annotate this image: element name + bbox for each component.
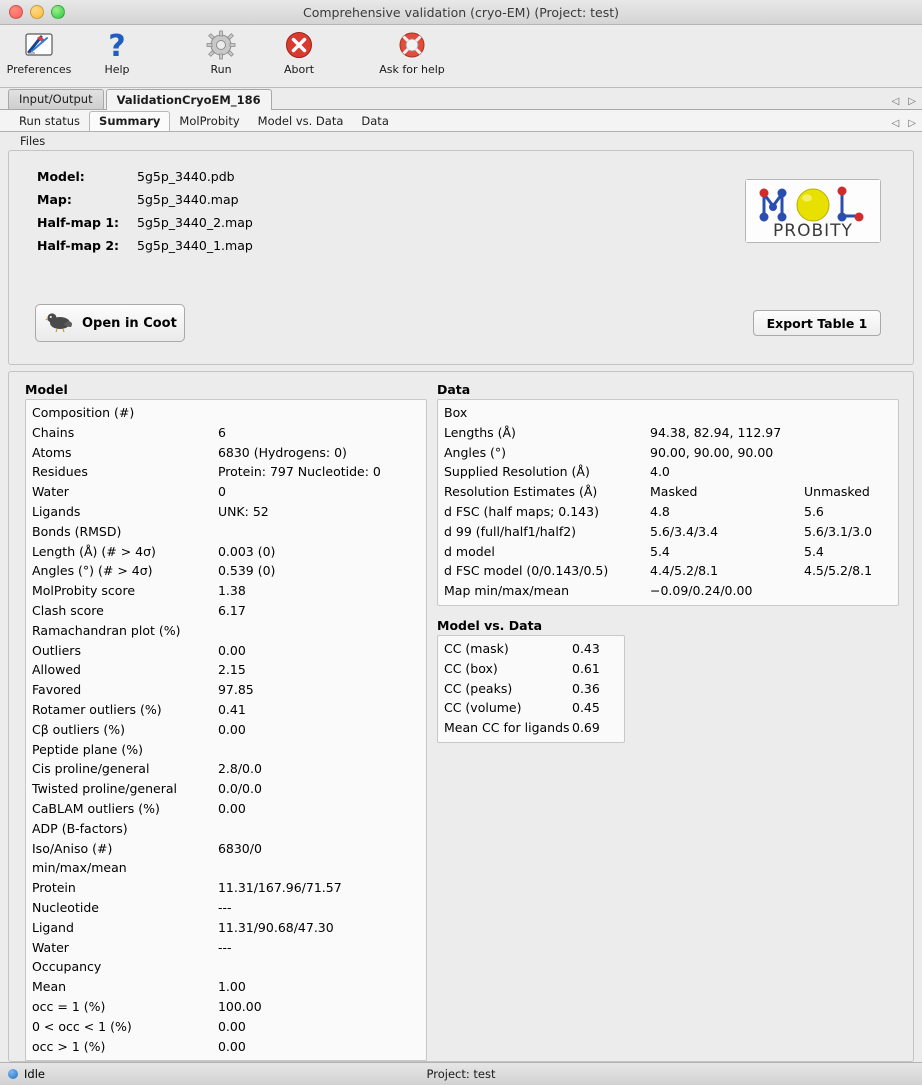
model-stat-value: 6 xyxy=(217,424,226,440)
data-stat-value-unmasked xyxy=(804,403,894,423)
abort-stop-icon xyxy=(283,28,315,62)
toolbar-button-run[interactable] xyxy=(182,28,260,76)
subtab-data[interactable]: Data xyxy=(361,114,389,128)
coot-bird-icon xyxy=(45,310,75,336)
model-stat-key: Peptide plane (%) xyxy=(32,741,143,757)
model-stat-key: Composition (#) xyxy=(32,405,135,420)
model-stat-key: Twisted proline/general xyxy=(32,781,178,797)
model-stat-key: Favored xyxy=(32,682,82,698)
toolbar xyxy=(0,25,922,88)
data-stats-box xyxy=(437,399,899,606)
data-column-header-unmasked: Unmasked xyxy=(804,484,870,500)
model-stat-key: Ramachandran plot (%) xyxy=(32,622,181,638)
model-stat-row xyxy=(32,740,422,760)
model-stat-key: occ = 1 (%) xyxy=(32,998,106,1014)
status-state-label: Idle xyxy=(24,1067,45,1082)
data-stat-row xyxy=(444,502,894,522)
toolbar-label-abort: Abort xyxy=(283,63,315,76)
model-vs-data-key: Mean CC for ligands xyxy=(444,720,570,736)
data-stat-row xyxy=(444,462,894,482)
export-table-1-button[interactable] xyxy=(753,310,881,336)
model-stat-row xyxy=(32,720,422,740)
close-window-button[interactable] xyxy=(9,5,23,19)
model-stat-value: Protein: 797 Nucleotide: 0 xyxy=(217,464,381,480)
model-stat-key: Allowed xyxy=(32,662,81,678)
data-column xyxy=(427,382,913,1061)
model-stat-key: ADP (B-factors) xyxy=(32,820,128,836)
file-value-halfmap-1: 5g5p_3440_2.map xyxy=(137,215,253,230)
model-stat-key: Nucleotide xyxy=(32,899,99,915)
model-stat-row xyxy=(32,542,422,562)
model-vs-data-value: 0.69 xyxy=(572,720,600,736)
model-stat-row xyxy=(32,938,422,958)
model-stat-value: 6830 (Hydrogens: 0) xyxy=(217,444,347,460)
data-stat-key: Lengths (Å) xyxy=(444,424,516,440)
model-stat-key: Protein xyxy=(32,880,76,896)
data-stat-row xyxy=(444,561,894,581)
status-indicator-icon xyxy=(8,1069,18,1079)
model-stat-value xyxy=(218,957,422,977)
model-stat-row xyxy=(32,522,422,542)
model-stat-key: occ > 1 (%) xyxy=(32,1038,106,1054)
window-controls[interactable] xyxy=(9,5,65,19)
data-stat-value: 94.38, 82.94, 112.97 xyxy=(650,424,782,440)
model-stat-row xyxy=(32,482,422,502)
subtab-summary[interactable]: Summary xyxy=(89,111,170,131)
data-stat-value-masked: 4.4/5.2/8.1 xyxy=(650,563,719,579)
model-stat-key: Bonds (RMSD) xyxy=(32,523,122,539)
model-stat-key: Cis proline/general xyxy=(32,761,150,777)
model-stat-value: 0.00 xyxy=(217,800,246,816)
model-stat-key: Mean xyxy=(32,979,67,995)
model-stat-key: MolProbity score xyxy=(32,583,136,599)
main-tab-strip xyxy=(0,88,922,110)
model-stat-key: Atoms xyxy=(32,444,72,460)
model-vs-data-row xyxy=(444,718,620,738)
model-stat-row xyxy=(32,759,422,779)
model-stat-value: 0.00 xyxy=(217,721,246,737)
model-stat-row xyxy=(32,601,422,621)
model-vs-data-value: 0.43 xyxy=(572,640,600,656)
model-stat-row xyxy=(32,423,422,443)
sub-tab-scroll-arrows[interactable] xyxy=(892,118,916,129)
model-stat-row xyxy=(32,997,422,1017)
model-stat-key: Cβ outliers (%) xyxy=(32,721,126,737)
data-stat-key: d 99 (full/half1/half2) xyxy=(444,523,577,539)
subtab-scroll-right-icon[interactable]: ▷ xyxy=(908,118,916,129)
data-stat-value-unmasked: 5.4 xyxy=(804,543,824,559)
model-stat-row xyxy=(32,918,422,938)
model-vs-data-row xyxy=(444,679,620,699)
model-vs-data-key: CC (peaks) xyxy=(444,680,513,696)
model-stat-value xyxy=(218,522,422,542)
model-stat-value: 0.41 xyxy=(217,701,246,717)
file-label-halfmap-1: Half-map 1: xyxy=(37,215,120,230)
model-stat-row xyxy=(32,839,422,859)
model-stat-row xyxy=(32,1037,422,1057)
model-stat-row xyxy=(32,1017,422,1037)
minimize-window-button[interactable] xyxy=(30,5,44,19)
model-vs-data-value: 0.36 xyxy=(572,680,600,696)
data-stat-row xyxy=(444,581,894,601)
data-stat-row xyxy=(444,542,894,562)
model-stat-value: 0.00 xyxy=(217,1038,246,1054)
toolbar-button-help[interactable] xyxy=(78,28,156,76)
data-stat-key: d FSC model (0/0.143/0.5) xyxy=(444,563,609,579)
model-stat-key: 0 < occ < 1 (%) xyxy=(32,1018,132,1034)
status-project-label: Project: test xyxy=(426,1067,496,1082)
sub-tab-strip xyxy=(0,110,922,132)
model-stat-value: --- xyxy=(217,899,232,915)
model-stat-row xyxy=(32,878,422,898)
subtab-molprobity[interactable]: MolProbity xyxy=(179,114,240,128)
model-stat-row xyxy=(32,660,422,680)
toolbar-button-abort[interactable] xyxy=(260,28,338,76)
molprobity-logo xyxy=(745,179,881,243)
model-stat-row xyxy=(32,700,422,720)
model-stat-key: Occupancy xyxy=(32,959,102,975)
help-question-icon xyxy=(101,28,133,62)
model-stat-value xyxy=(218,740,422,760)
export-table-1-label: Export Table 1 xyxy=(766,315,868,331)
open-in-coot-button[interactable] xyxy=(35,304,185,342)
model-stat-value: 2.8/0.0 xyxy=(217,761,262,777)
toolbar-button-ask-for-help[interactable] xyxy=(364,28,460,76)
data-stat-row xyxy=(444,522,894,542)
model-stat-value: 2.15 xyxy=(217,662,246,678)
menu-bar xyxy=(0,132,922,150)
model-stat-value: 0.539 (0) xyxy=(217,563,276,579)
window-title: Comprehensive validation (cryo-EM) (Project: test) xyxy=(302,4,620,20)
data-stat-value: −0.09/0.24/0.00 xyxy=(650,583,753,599)
data-stat-key: Resolution Estimates (Å) xyxy=(444,484,598,500)
model-stat-key: Residues xyxy=(32,464,88,480)
data-stat-value-masked: 4.8 xyxy=(650,503,670,519)
toolbar-label-run: Run xyxy=(210,63,232,76)
model-stat-value: 11.31/90.68/47.30 xyxy=(217,919,334,935)
data-stat-row xyxy=(444,423,894,443)
model-stat-key: Water xyxy=(32,484,69,500)
model-stat-row xyxy=(32,799,422,819)
content-area xyxy=(0,150,922,1062)
toolbar-label-help: Help xyxy=(104,63,130,76)
data-column-header-masked: Masked xyxy=(650,484,698,500)
model-stats-box xyxy=(25,399,427,1061)
model-stat-key: Iso/Aniso (#) xyxy=(32,840,113,856)
model-stat-row xyxy=(32,779,422,799)
file-label-model: Model: xyxy=(37,169,85,184)
model-stat-value: 100.00 xyxy=(217,998,262,1014)
data-stat-value-unmasked: 4.5/5.2/8.1 xyxy=(804,563,873,579)
model-stat-key: Clash score xyxy=(32,602,104,618)
model-stat-key: Angles (°) (# > 4σ) xyxy=(32,563,153,579)
model-vs-data-row xyxy=(444,639,620,659)
model-stat-key: Chains xyxy=(32,424,75,440)
model-vs-data-row xyxy=(444,698,620,718)
preferences-icon xyxy=(23,28,55,62)
model-vs-data-value: 0.61 xyxy=(572,660,600,676)
model-vs-data-box xyxy=(437,635,625,743)
model-stat-key: CaBLAM outliers (%) xyxy=(32,800,160,816)
data-stat-value-masked xyxy=(650,403,804,423)
data-stat-key: Supplied Resolution (Å) xyxy=(444,464,590,480)
model-stat-value: UNK: 52 xyxy=(217,503,269,519)
file-label-halfmap-2: Half-map 2: xyxy=(37,238,120,253)
files-panel xyxy=(8,150,914,365)
results-panel xyxy=(8,371,914,1062)
model-stat-row xyxy=(32,957,422,977)
model-stat-key: Ligands xyxy=(32,503,81,519)
model-stat-row xyxy=(32,462,422,482)
tab-scroll-left-icon[interactable]: ◁ xyxy=(891,96,900,107)
model-stat-value xyxy=(218,403,422,423)
tab-validation-cryoem[interactable]: ValidationCryoEM_186 xyxy=(106,89,272,110)
model-stat-row xyxy=(32,502,422,522)
svg-text:PROBITY: PROBITY xyxy=(773,221,853,241)
model-vs-data-row xyxy=(444,659,620,679)
model-stat-row xyxy=(32,561,422,581)
file-value-map: 5g5p_3440.map xyxy=(137,192,239,207)
model-stat-row xyxy=(32,680,422,700)
data-stats-table xyxy=(444,403,894,601)
model-stat-value: 11.31/167.96/71.57 xyxy=(217,880,342,896)
svg-text:?: ? xyxy=(108,29,126,64)
model-stat-value: 6830/0 xyxy=(217,840,262,856)
main-tab-scroll-arrows[interactable] xyxy=(892,96,916,107)
model-stat-value: 1.00 xyxy=(217,979,246,995)
model-stat-key: Water xyxy=(32,939,69,955)
toolbar-label-ask-for-help: Ask for help xyxy=(379,63,445,76)
model-vs-data-key: CC (mask) xyxy=(444,640,509,656)
model-stat-row xyxy=(32,898,422,918)
data-section-title: Data xyxy=(437,382,471,397)
title-bar xyxy=(0,0,922,25)
data-stat-value-unmasked: 5.6/3.1/3.0 xyxy=(804,523,873,539)
model-stat-row xyxy=(32,977,422,997)
model-stat-key: Length (Å) (# > 4σ) xyxy=(32,543,156,559)
model-stat-row xyxy=(32,443,422,463)
model-stat-value: 97.85 xyxy=(217,682,254,698)
subtab-run-status[interactable]: Run status xyxy=(19,114,81,128)
model-vs-data-value: 0.45 xyxy=(572,700,600,716)
toolbar-button-preferences[interactable] xyxy=(0,28,78,76)
toolbar-label-preferences: Preferences xyxy=(6,63,72,76)
data-stat-value: 90.00, 90.00, 90.00 xyxy=(650,444,774,460)
model-stat-row xyxy=(32,819,422,839)
data-stat-value-unmasked: 5.6 xyxy=(804,503,824,519)
model-stat-key: Outliers xyxy=(32,642,81,658)
data-stat-key: Map min/max/mean xyxy=(444,583,570,599)
data-stat-key: Angles (°) xyxy=(444,444,507,460)
model-vs-data-section xyxy=(437,618,913,743)
model-stat-value: 0 xyxy=(217,484,226,500)
model-stat-value xyxy=(218,621,422,641)
model-stat-value xyxy=(218,858,422,878)
model-stat-value: 6.17 xyxy=(217,602,246,618)
status-bar xyxy=(0,1062,922,1085)
model-section-title: Model xyxy=(25,382,68,397)
data-stat-row xyxy=(444,443,894,463)
model-stat-key: min/max/mean xyxy=(32,860,127,876)
open-in-coot-label: Open in Coot xyxy=(82,315,177,331)
file-label-map: Map: xyxy=(37,192,72,207)
model-stat-value: 1.38 xyxy=(217,583,246,599)
model-stats-table xyxy=(32,403,422,1056)
subtab-model-vs-data[interactable]: Model vs. Data xyxy=(257,114,344,128)
menu-item-files[interactable]: Files xyxy=(20,134,46,148)
lifebuoy-icon xyxy=(396,28,428,62)
model-stat-row xyxy=(32,581,422,601)
model-stat-row xyxy=(32,641,422,661)
data-stat-row xyxy=(444,482,894,502)
data-stat-value-masked: 5.6/3.4/3.4 xyxy=(650,523,719,539)
subtab-scroll-left-icon[interactable]: ◁ xyxy=(891,118,900,129)
model-vs-data-key: CC (volume) xyxy=(444,700,522,716)
data-stat-key: d FSC (half maps; 0.143) xyxy=(444,503,599,519)
model-vs-data-key: CC (box) xyxy=(444,660,498,676)
data-stat-key: Box xyxy=(444,405,468,420)
model-stat-row xyxy=(32,403,422,423)
model-stat-key: Ligand xyxy=(32,919,74,935)
data-stat-row xyxy=(444,403,894,423)
gear-run-icon xyxy=(205,28,237,62)
file-value-model: 5g5p_3440.pdb xyxy=(137,169,235,184)
file-value-halfmap-2: 5g5p_3440_1.map xyxy=(137,238,253,253)
model-stat-value: --- xyxy=(217,939,232,955)
model-stat-value: 0.003 (0) xyxy=(217,543,276,559)
model-vs-data-title: Model vs. Data xyxy=(437,617,542,633)
data-stat-value: 4.0 xyxy=(650,464,670,480)
model-vs-data-table xyxy=(444,639,620,738)
model-stat-value: 0.00 xyxy=(217,642,246,658)
model-stat-value: 0.0/0.0 xyxy=(217,781,262,797)
data-stat-value-masked: 5.4 xyxy=(650,543,670,559)
model-stat-row xyxy=(32,858,422,878)
tab-scroll-right-icon[interactable]: ▷ xyxy=(908,96,916,107)
model-stat-key: Rotamer outliers (%) xyxy=(32,701,162,717)
model-stat-value: 0.00 xyxy=(217,1018,246,1034)
model-stat-row xyxy=(32,621,422,641)
model-column xyxy=(9,382,427,1061)
model-stat-value xyxy=(218,819,422,839)
tab-input-output[interactable]: Input/Output xyxy=(8,89,104,109)
maximize-window-button[interactable] xyxy=(51,5,65,19)
data-stat-key: d model xyxy=(444,543,495,559)
